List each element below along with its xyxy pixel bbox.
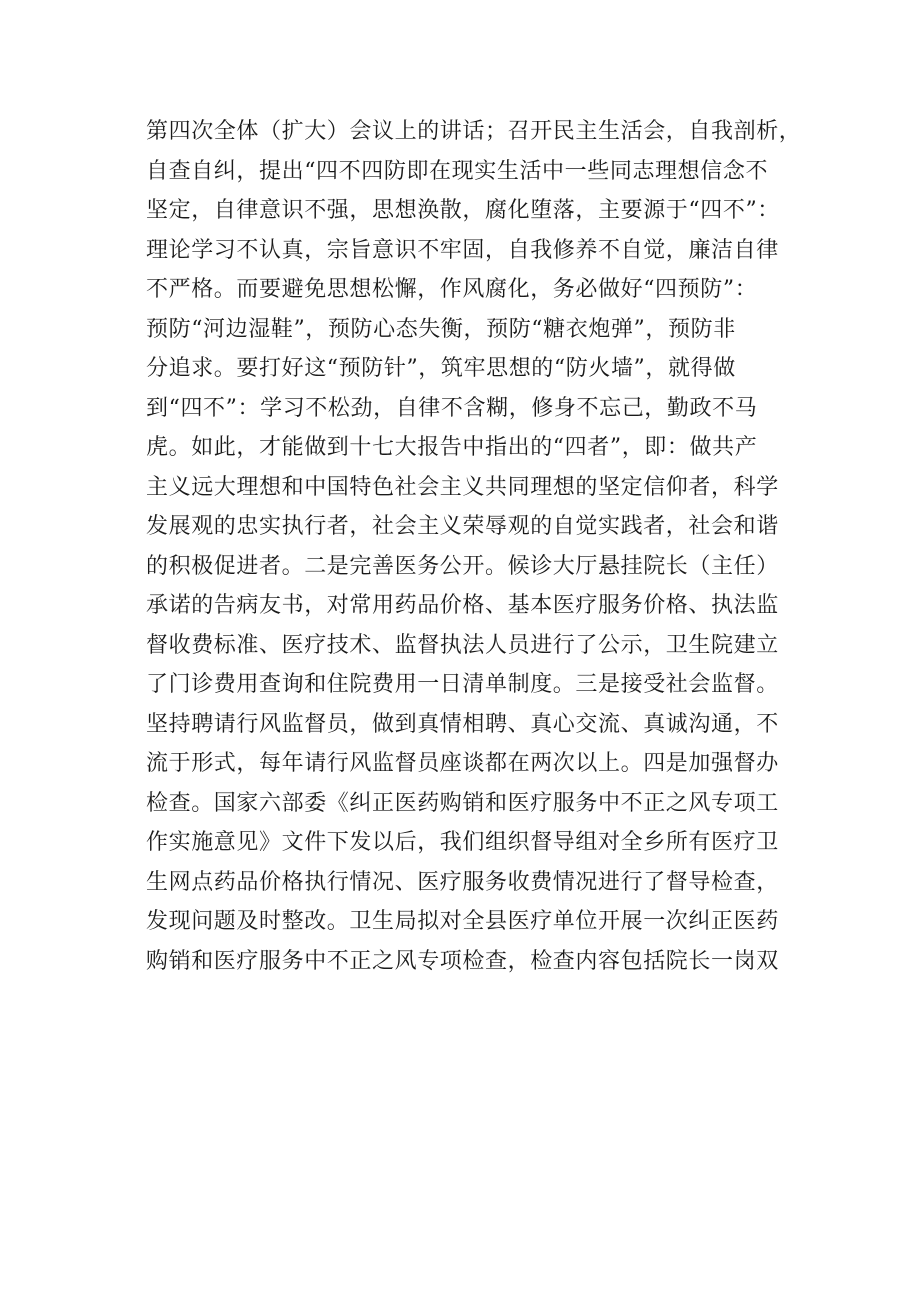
text-line: 流于形式，每年请行风监督员座谈都在两次以上。四是加强督办 [146,751,779,776]
text-line: 生网点药品价格执行情况、医疗服务收费情况进行了督导检查， [146,869,779,895]
text-line: 作实施意见》文件下发以后，我们组织督导组对全乡所有医疗卫 [146,830,779,855]
text-line: 到“四不”：学习不松劲，自律不含糊，修身不忘己，勤政不马 [146,395,758,421]
text-line: 发现问题及时整改。卫生局拟对全县医疗单位开展一次纠正医药 [146,909,779,934]
text-line: 坚持聘请行风监督员，做到真情相聘、真心交流、真诚沟通，不 [146,711,779,737]
text-line: 发展观的忠实执行者，社会主义荣辱观的自觉实践者，社会和谐 [146,514,779,539]
body-paragraph [146,112,826,981]
text-line: 督收费标准、医疗技术、监督执法人员进行了公示，卫生院建立 [146,632,779,658]
text-line: 坚定，自律意识不强，思想涣散，腐化堕落，主要源于“四不”： [146,198,780,223]
text-line: 预防“河边湿鞋”，预防心态失衡，预防“糖衣炮弹”，预防非 [146,316,736,342]
text-line: 分追求。要打好这“预防针”，筑牢思想的“防火墙”，就得做 [146,356,736,381]
text-line: 检查。国家六部委《纠正医药购销和医疗服务中不正之风专项工 [146,790,779,816]
text-line: 了门诊费用查询和住院费用一日清单制度。三是接受社会监督。 [146,672,779,697]
text-line: 自查自纠，提出“四不四防即在现实生活中一些同志理想信念不 [146,158,769,184]
text-line: 理论学习不认真，宗旨意识不牢固，自我修养不自觉，廉洁自律 [146,237,779,263]
text-line: 的积极促进者。二是完善医务公开。候诊大厅悬挂院长（主任） [146,553,779,579]
text-line: 第四次全体（扩大）会议上的讲话；召开民主生活会，自我剖析， [146,119,802,144]
text-line: 承诺的告病友书，对常用药品价格、基本医疗服务价格、执法监 [146,593,779,618]
text-line: 虎。如此，才能做到十七大报告中指出的“四者”，即：做共产 [146,435,758,460]
text-line: 购销和医疗服务中不正之风专项检查，检查内容包括院长一岗双 [146,948,779,974]
text-line: 不严格。而要避免思想松懈，作风腐化，务必做好“四预防”： [146,277,758,302]
text-line: 主义远大理想和中国特色社会主义共同理想的坚定信仰者，科学 [146,474,779,500]
